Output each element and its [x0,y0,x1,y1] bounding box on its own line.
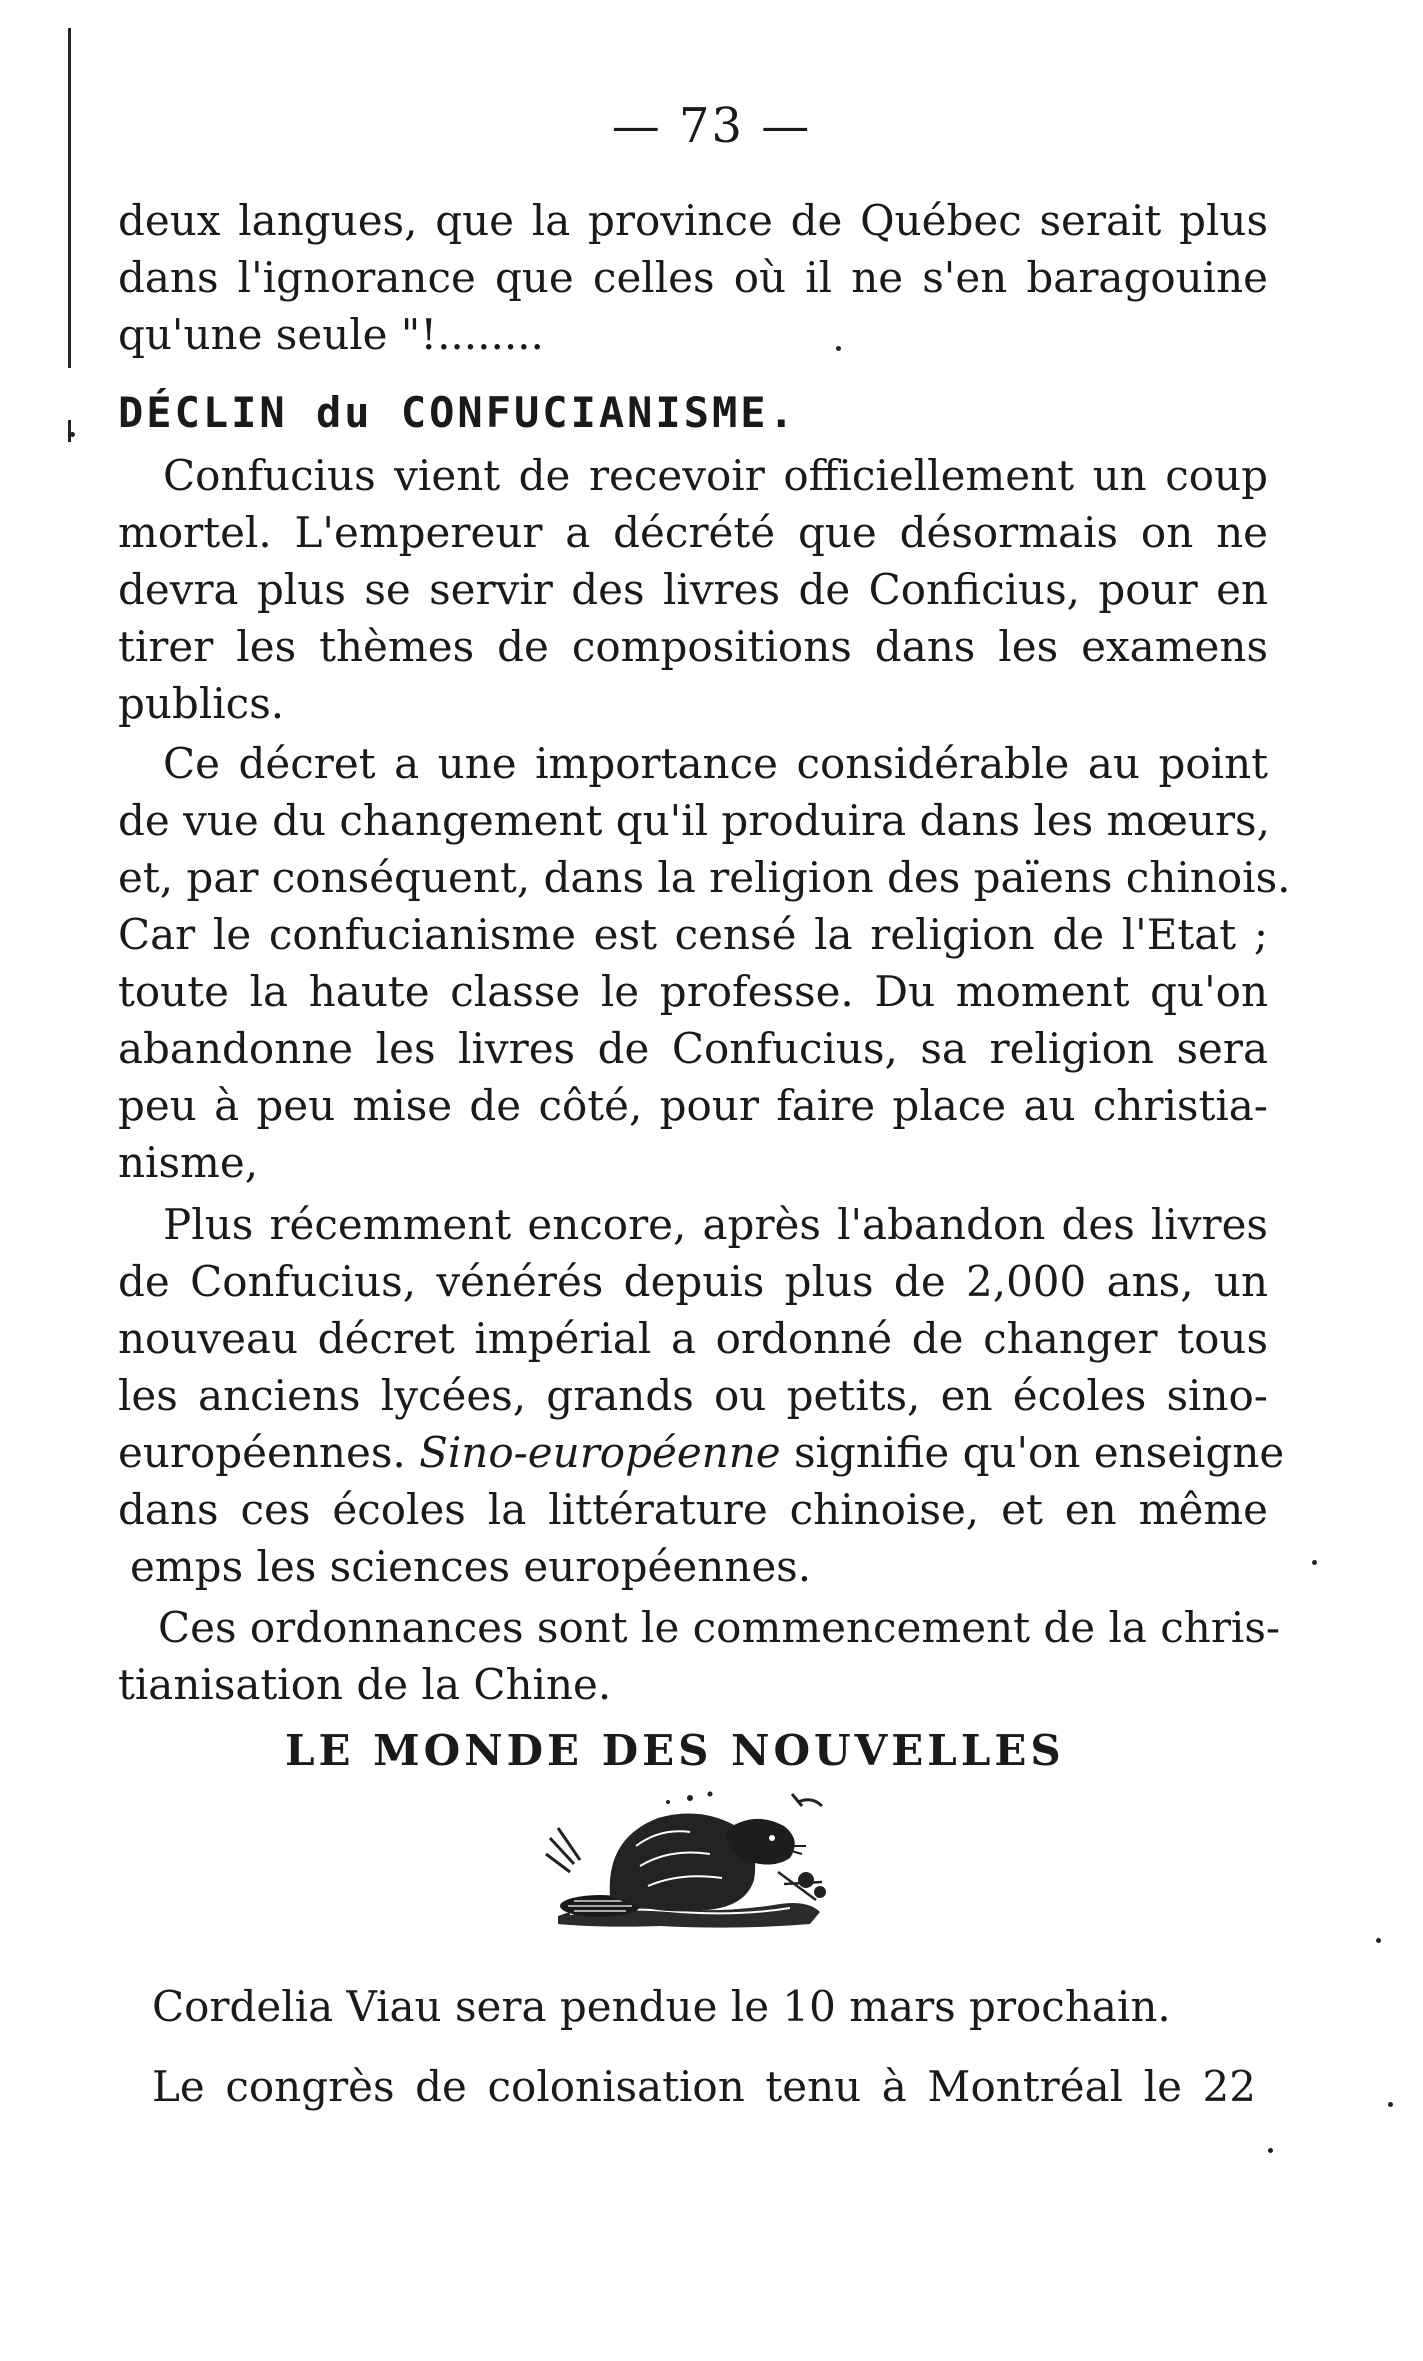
text-line: publics. [118,679,285,728]
italic-term: Sino-européenne [419,1428,781,1477]
text-line: nisme, [118,1138,259,1187]
section-heading-nouvelles: LE MONDE DES NOUVELLES [285,1726,1065,1775]
text-line: Car le confucianisme est censé la religion de l'Etat ; [118,910,1268,959]
text-line: Plus récemment encore, après l'abandon des livres [163,1200,1268,1249]
text-line: les anciens lycées, grands ou petits, en écoles sino- [118,1371,1268,1420]
text-line: peu à peu mise de côté, pour faire place au christia- [118,1081,1268,1130]
speck [70,432,75,437]
speck [1312,1560,1317,1565]
beaver-icon [540,1788,830,1936]
text-line: deux langues, que la province de Québec serait plus [118,196,1268,245]
text-line: dans ces écoles la littérature chinoise, et en même [118,1485,1268,1534]
text-line: Ce décret a une importance considérable au point [163,739,1268,788]
text-line: abandonne les livres de Confucius, sa religion sera [118,1024,1268,1073]
text-line: Confucius vient de recevoir officiellement un coup [163,451,1268,500]
speck [1388,2102,1393,2107]
text-fragment: européennes. [118,1428,420,1477]
text-line: dans l'ignorance que celles où il ne s'en baragouine [118,253,1268,302]
intro-paragraph [118,192,1268,363]
news-item: Le congrès de colonisation tenu à Montréal le 22 [152,2062,1256,2111]
text-line: de Confucius, vénérés depuis plus de 2,000 ans, un [118,1257,1268,1306]
text-line-with-italic [118,1424,1285,1481]
paragraph-1 [118,447,1268,732]
paragraph-2 [118,735,1291,1191]
paragraph-3 [118,1196,1285,1595]
news-list [152,1977,1256,2137]
page-number: — 73 — [611,98,812,154]
speck [1268,2148,1273,2153]
text-line: nouveau décret impérial a ordonné de changer tous [118,1314,1268,1363]
paragraph-4 [118,1599,1281,1713]
news-item: Cordelia Viau sera pendue le 10 mars prochain. [152,1982,1171,2031]
section-heading-confucianisme: DÉCLIN du CONFUCIANISME. [118,388,797,437]
text-line: tirer les thèmes de compositions dans les examens [118,622,1268,671]
text-line: Ces ordonnances sont le commencement de la chris- [158,1603,1281,1652]
speck [1376,1938,1381,1943]
text-line: de vue du changement qu'il produira dans les mœurs, [118,796,1270,845]
text-line: devra plus se servir des livres de Conficius, pour en [118,565,1268,614]
text-line: et, par conséquent, dans la religion des païens chinois. [118,853,1291,902]
text-fragment: signifie qu'on enseigne [780,1428,1285,1477]
margin-dash [68,420,71,442]
text-line: qu'une seule "!........ [118,310,544,359]
margin-rule [68,28,71,368]
text-line: toute la haute classe le professe. Du moment qu'on [118,967,1268,1016]
text-line: mortel. L'empereur a décrété que désormais on ne [118,508,1268,557]
text-line: emps les sciences européennes. [130,1542,812,1591]
text-line: tianisation de la Chine. [118,1660,612,1709]
